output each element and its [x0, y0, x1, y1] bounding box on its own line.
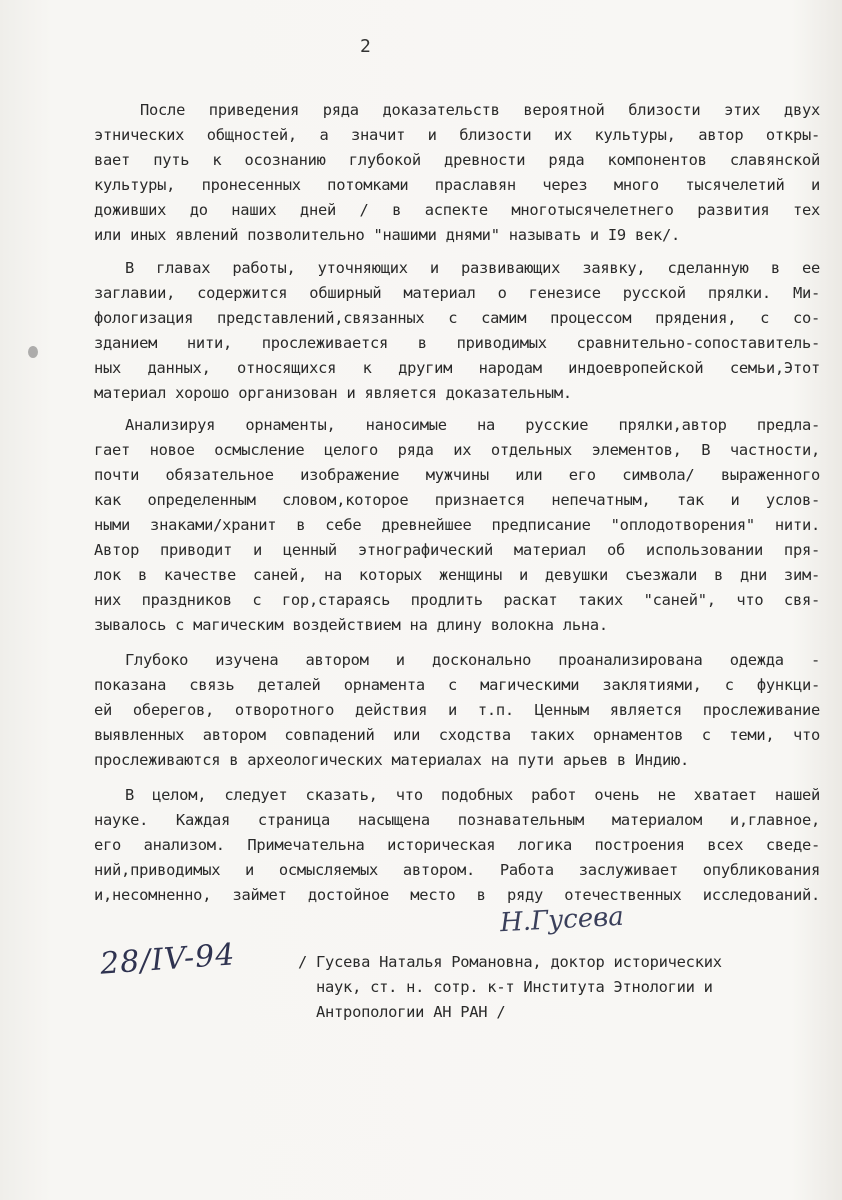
text-line: и,несомненно, займет достойное место в ряду отечественных исследований. — [94, 886, 820, 904]
text-line: показана связь деталей орнамента с магическими заклятиями, с функци- — [94, 676, 820, 694]
text-line: фологизация представлений,связанных с самим процессом прядения, с со- — [94, 309, 820, 327]
text-line: ными знаками/хранит в себе древнейшее предписание "оплодотворения" нити. — [94, 516, 820, 534]
text-line: Глубоко изучена автором и досконально проанализирована одежда - — [125, 651, 820, 669]
text-line: Автор приводит и ценный этнографический материал об использовании пря- — [94, 541, 820, 559]
signature-line: наук, ст. н. сотр. к-т Института Этнологии и — [316, 978, 713, 996]
text-line: После приведения ряда доказательств вероятной близости этих двух — [140, 101, 820, 119]
text-line: ных данных, относящихся к другим народам индоевропейской семьи,Этот — [94, 359, 820, 377]
text-line: ний,приводимых и осмысляемых автором. Работа заслуживает опубликования — [94, 861, 820, 879]
text-line: них праздников с гор,стараясь продлить раскат таких "саней", что свя- — [94, 591, 820, 609]
text-line: В целом, следует сказать, что подобных работ очень не хватает нашей — [125, 786, 820, 804]
page-number: 2 — [360, 36, 371, 57]
text-line: зданием нити, прослеживается в приводимых сравнительно-сопоставитель- — [94, 334, 820, 352]
ink-smudge — [28, 346, 38, 358]
text-line: этнических общностей, а значит и близости их культуры, автор откры- — [94, 126, 820, 144]
text-line: вает путь к осознанию глубокой древности ряда компонентов славянской — [94, 151, 820, 169]
text-line: заглавии, содержится обширный материал о генезисе русской прялки. Ми- — [94, 284, 820, 302]
text-line: Анализируя орнаменты, наносимые на русские прялки,автор предла- — [125, 416, 820, 434]
signature-line: Антропологии АН РАН / — [316, 1003, 506, 1021]
text-line: как определенным словом,которое признается непечатным, так и услов- — [94, 491, 820, 509]
text-line: науке. Каждая страница насыщена познавательным материалом и,главное, — [94, 811, 820, 829]
text-line: выявленных автором совпадений или сходства таких орнаментов с теми, что — [94, 726, 820, 744]
text-line: прослеживаются в археологических материалах на пути арьев в Индию. — [94, 751, 690, 769]
text-line: зывалось с магическим воздействием на длину волокна льна. — [94, 616, 608, 634]
text-line: доживших до наших дней / в аспекте многотысячелетнего развития тех — [94, 201, 820, 219]
text-line: ей оберегов, отворотного действия и т.п. Ценным является прослеживание — [94, 701, 820, 719]
text-line: культуры, пронесенных потомками праславян через много тысячелетий и — [94, 176, 820, 194]
text-line: или иных явлений позволительно "нашими днями" называть и I9 век/. — [94, 226, 681, 244]
text-line: материал хорошо организован и является доказательным. — [94, 384, 572, 402]
text-line: почти обязательное изображение мужчины или его символа/ выраженного — [94, 466, 820, 484]
text-line: В главах работы, уточняющих и развивающих заявку, сделанную в ее — [125, 259, 820, 277]
handwritten-date: 28/IV-94 — [98, 937, 237, 982]
handwritten-signature: Н.Гусева — [499, 901, 625, 939]
text-line: гает новое осмысление целого ряда их отдельных элементов, В частности, — [94, 441, 820, 459]
text-line: лок в качестве саней, на которых женщины и девушки съезжали в дни зим- — [94, 566, 820, 584]
signature-line: / Гусева Наталья Романовна, доктор исторических — [298, 953, 722, 971]
text-line: его анализом. Примечательна историческая логика построения всех сведе- — [94, 836, 820, 854]
